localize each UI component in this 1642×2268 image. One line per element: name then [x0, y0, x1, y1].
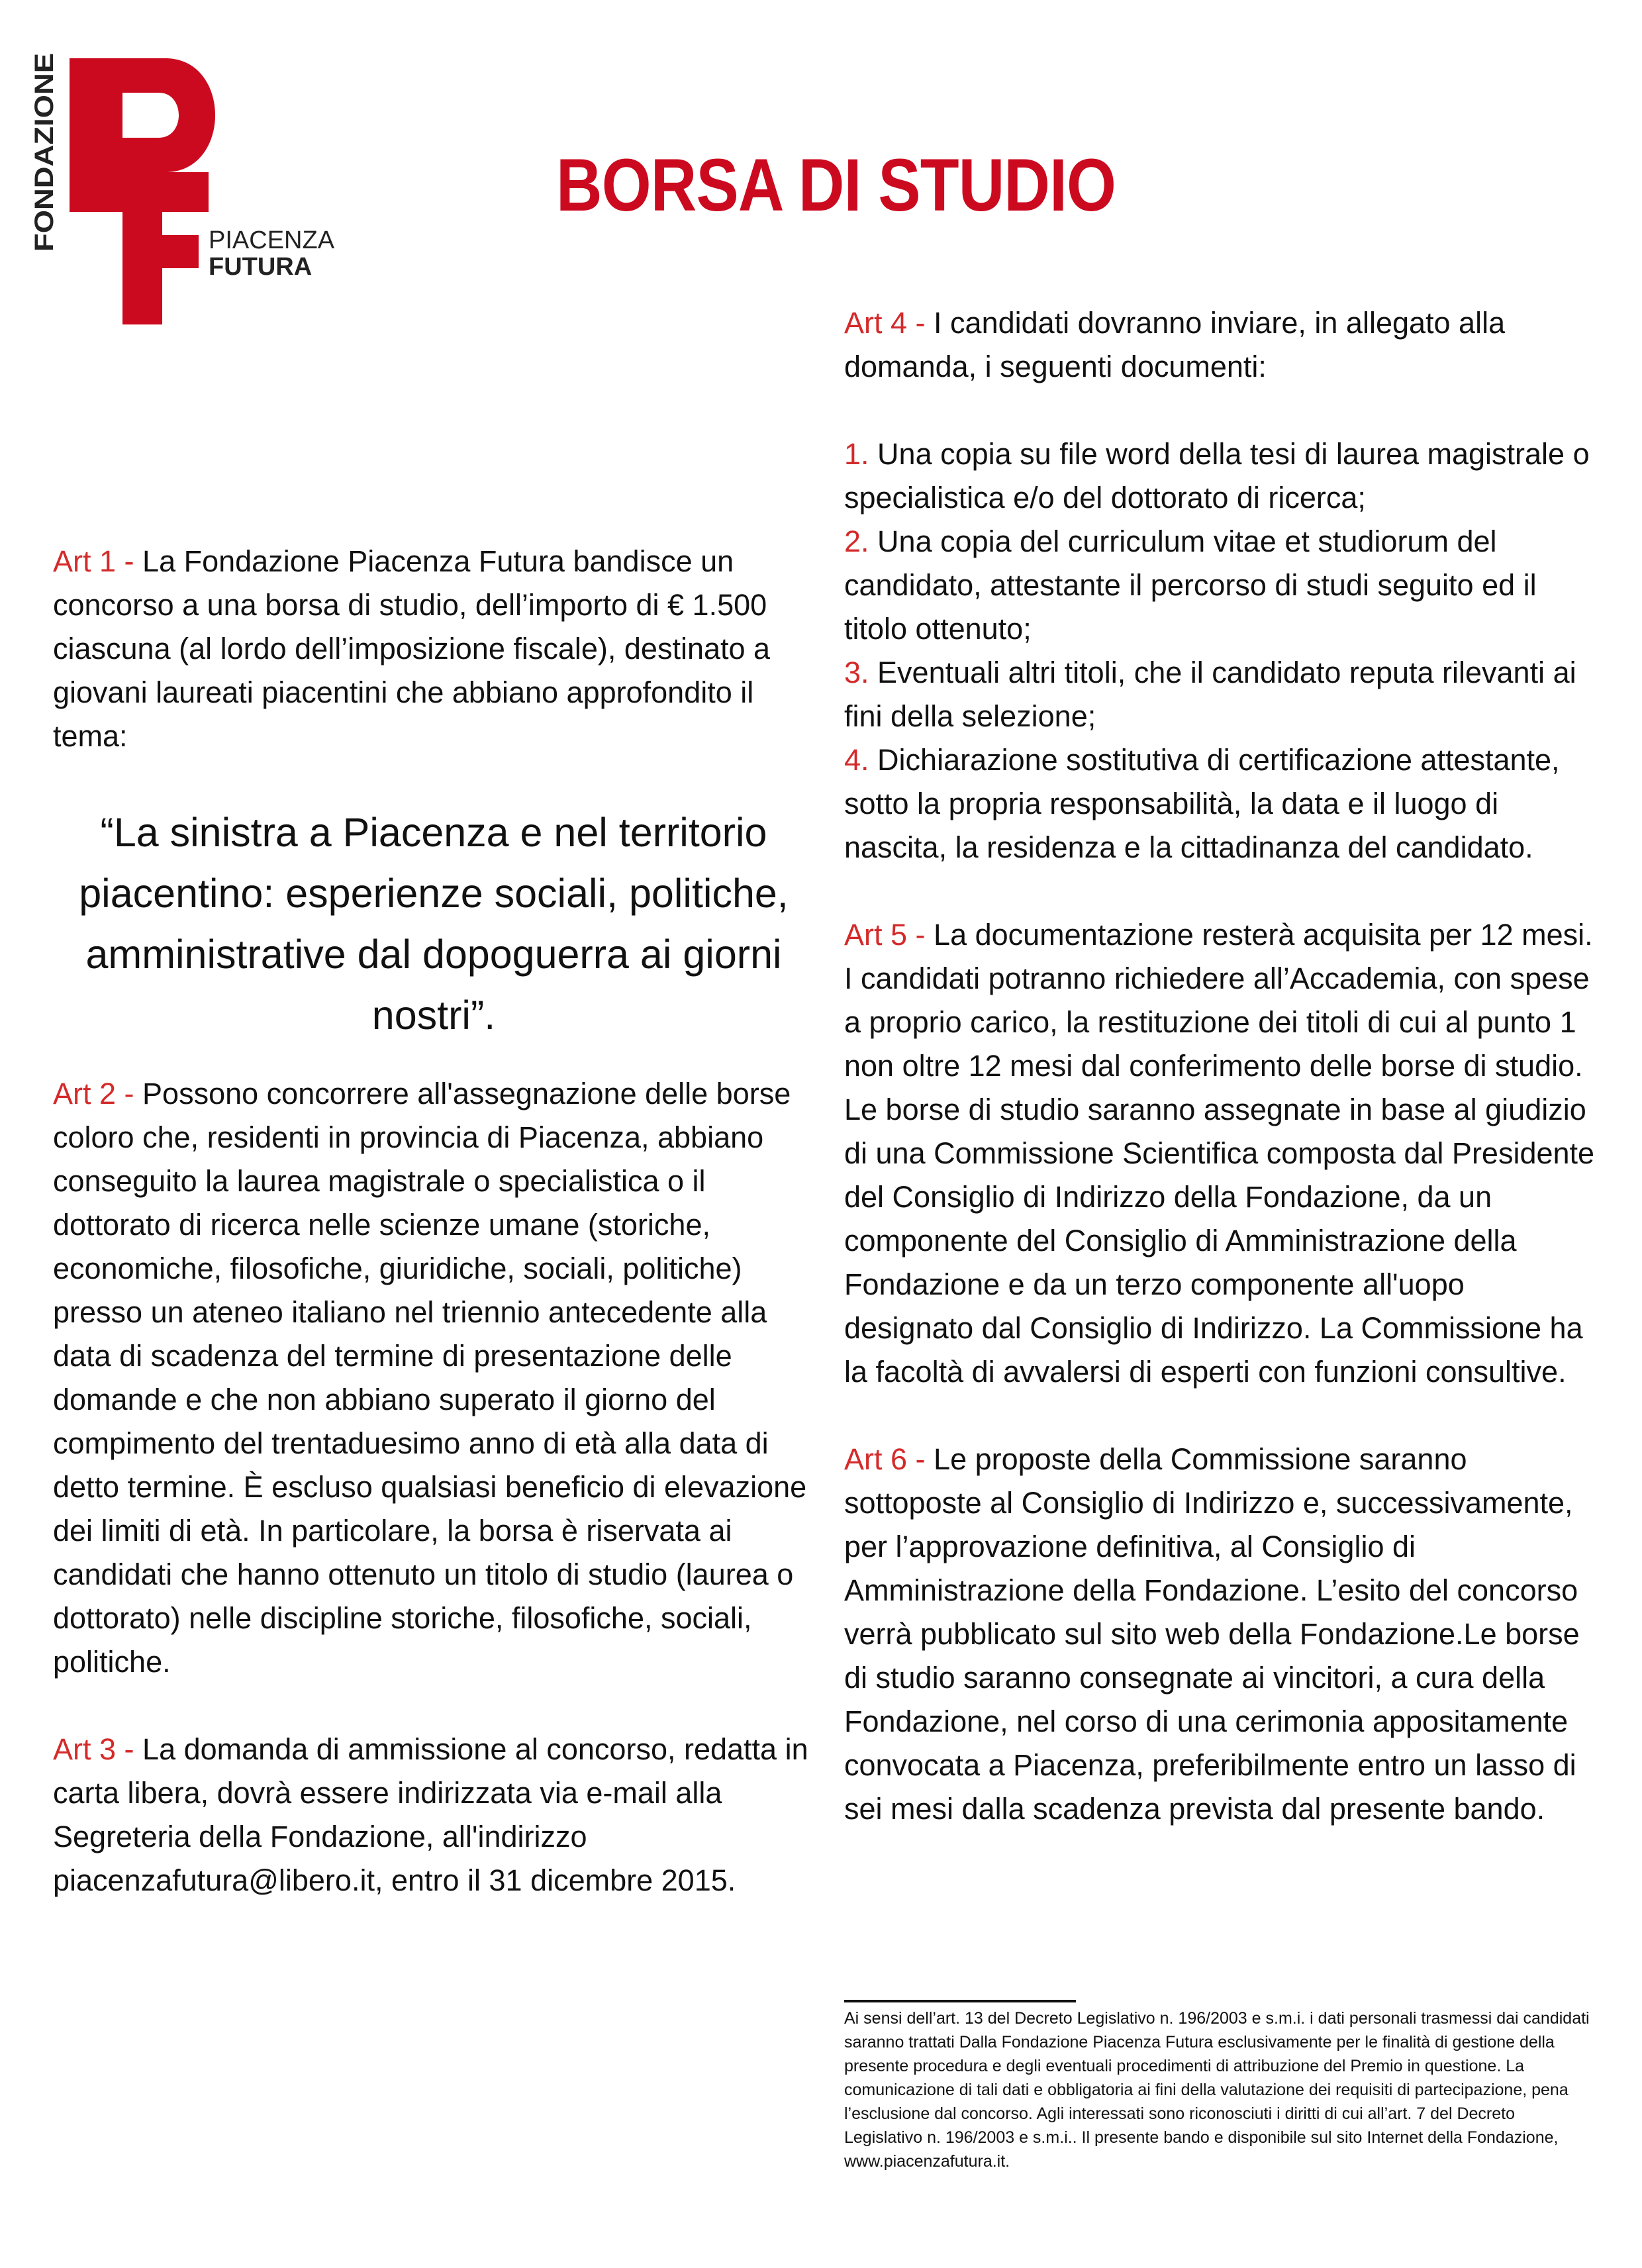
article-1-label: Art 1 - [53, 544, 134, 578]
list-item-number: 4. [844, 743, 869, 777]
list-item [844, 738, 1599, 869]
list-item [844, 432, 1599, 520]
document-list [844, 432, 1599, 869]
article-5-label: Art 5 - [844, 918, 926, 952]
article-3-text: La domanda di ammissione al concorso, redatta in carta libera, dovrà essere indirizzata via e-mail alla Segreteria della Fondazione, all'indirizzo piacenzafutura@libero.it, entro il 31 dicembre 2015. [53, 1732, 808, 1897]
logo-vertical-text: FONDAZIONE [30, 76, 59, 252]
list-item-number: 3. [844, 656, 869, 689]
list-item-number: 1. [844, 437, 869, 471]
logo-line1: PIACENZA [209, 226, 335, 254]
theme-quote: “La sinistra a Piacenza e nel territorio piacentino: esperienze sociali, politiche, amministrative dal dopoguerra ai giorni nostri”. [79, 810, 789, 1038]
article-3-label: Art 3 - [53, 1732, 134, 1766]
article-3 [53, 1728, 814, 1902]
article-1 [53, 540, 814, 758]
page-title: BORSA DI STUDIO [556, 144, 1116, 226]
list-item-text: Dichiarazione sostitutiva di certificazione attestante, sotto la propria responsabilità, la data e il luogo di nascita, la residenza e la cittadinanza del candidato. [844, 743, 1560, 864]
pf-logo-graphic [30, 53, 377, 331]
footnote-divider [844, 2000, 1076, 2002]
footnote-text: Ai sensi dell’art. 13 del Decreto Legislativo n. 196/2003 e s.m.i. i dati personali trasmessi dai candidati saranno trattati Dalla Fondazione Piacenza Futura esclusivamente per le finalità di gestione della presente procedura e degli eventuali procedimenti di attribuzione del Premio in questione. La comunicazione di tali dati e obbligatoria ai fini della valutazione dei requisiti di partecipazione, pena l’esclusione dal concorso. Agli interessati sono riconosciuti i diritti di cui all’art. 7 del Decreto Legislativo n. 196/2003 e s.m.i.. Il presente bando e disponibile sul sito Internet della Fondazione, www.piacenzafutura.it. [844, 2009, 1590, 2171]
article-4-label: Art 4 - [844, 306, 926, 340]
article-1-text: La Fondazione Piacenza Futura bandisce un concorso a una borsa di studio, dell’importo di € 1.500 ciascuna (al lordo dell’imposizione fiscale), destinato a giovani laureati piacentini che abbiano approfondito il tema: [53, 544, 771, 753]
article-6 [844, 1438, 1599, 1831]
article-2 [53, 1072, 814, 1684]
left-column [53, 540, 814, 1946]
logo-line2: FUTURA [209, 253, 313, 281]
right-column [844, 301, 1599, 1875]
list-item-text: Eventuali altri titoli, che il candidato reputa rilevanti ai fini della selezione; [844, 656, 1576, 733]
article-5 [844, 913, 1599, 1088]
article-6-text: Le proposte della Commissione saranno sottoposte al Consiglio di Indirizzo e, successivamente, per l’approvazione definitiva, al Consiglio di Amministrazione della Fondazione. L’esito del concorso verrà pubblicato sul sito web della Fondazione.Le borse di studio saranno consegnate ai vincitori, a cura della Fondazione, nel corso di una cerimonia appositamente convocata a Piacenza, preferibilmente entro un lasso di sei mesi dalla scadenza prevista dal presente bando. [844, 1442, 1580, 1826]
article-6-label: Art 6 - [844, 1442, 926, 1476]
logo-letter-f [122, 172, 209, 324]
list-item-text: Una copia del curriculum vitae et studiorum del candidato, attestante il percorso di studi seguito ed il titolo ottenuto; [844, 524, 1537, 646]
article-2-text: Possono concorrere all'assegnazione delle borse coloro che, residenti in provincia di Piacenza, abbiano conseguito la laurea magistrale o specialistica o il dottorato di ricerca nelle scienze umane (storiche, economiche, filosofiche, giuridiche, sociali, politiche) presso un ateneo italiano nel triennio antecedente alla data di scadenza del termine di presentazione delle domande e che non abbiano superato il giorno del compimento del trentaduesimo anno di età alla data di detto termine. È escluso qualsiasi beneficio di elevazione dei limiti di età. In particolare, la borsa è riservata ai candidati che hanno ottenuto un titolo di studio (laurea o dottorato) nelle discipline storiche, filosofiche, sociali, politiche. [53, 1077, 807, 1679]
list-item [844, 520, 1599, 651]
list-item-text: Una copia su file word della tesi di laurea magistrale o specialistica e/o del dottorato di ricerca; [844, 437, 1590, 515]
footnote [844, 2000, 1592, 2173]
article-5-continued: Le borse di studio saranno assegnate in base al giudizio di una Commissione Scientifica composta dal Presidente del Consiglio di Indirizzo della Fondazione, da un componente del Consiglio di Amministrazione della Fondazione e da un terzo componente all'uopo designato dal Consiglio di Indirizzo. La Commissione ha la facoltà di avvalersi di esperti con funzioni consultive. [844, 1093, 1595, 1389]
foundation-logo [30, 53, 377, 331]
article-4-text: I candidati dovranno inviare, in allegato alla domanda, i seguenti documenti: [844, 306, 1506, 383]
article-5-text: La documentazione resterà acquisita per 12 mesi. I candidati potranno richiedere all’Accademia, con spese a proprio carico, la restituzione dei titoli di cui al punto 1 non oltre 12 mesi dal conferimento delle borse di studio. [844, 918, 1593, 1083]
article-4 [844, 301, 1599, 389]
list-item-number: 2. [844, 524, 869, 558]
article-2-label: Art 2 - [53, 1077, 134, 1110]
list-item [844, 651, 1599, 738]
